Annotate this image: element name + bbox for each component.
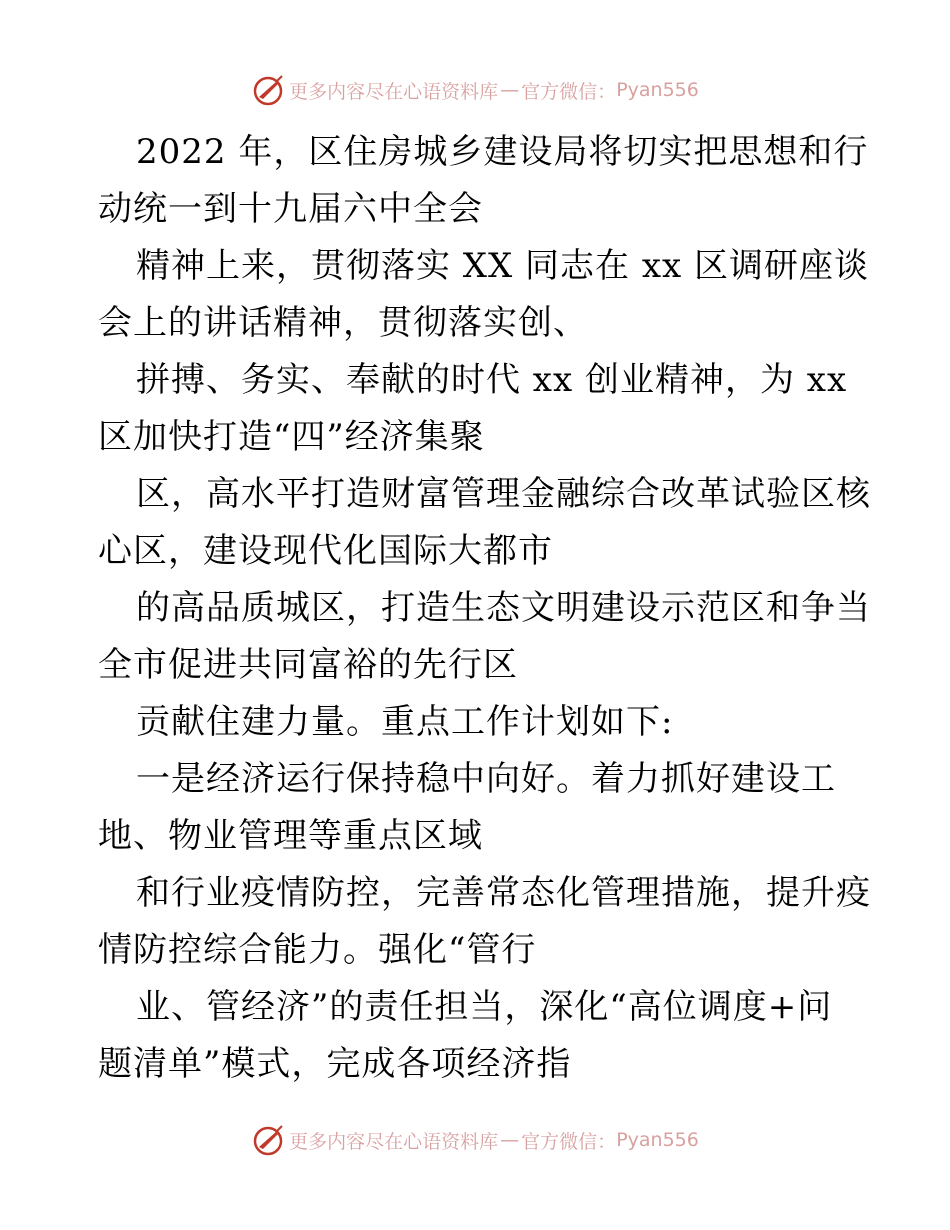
body-line: 贡献住建力量。重点工作计划如下:	[136, 702, 674, 742]
body-line: 的高品质城区，打造生态文明建设示范区和争当	[136, 588, 871, 628]
body-line: 地、物业管理等重点区域	[98, 816, 483, 856]
body-line: 一是经济运行保持稳中向好。着力抓好建设工	[136, 759, 836, 799]
body-line: 拼搏、务实、奉献的时代 xx 创业精神，为 xx	[136, 360, 848, 400]
watermark-contact: 官方微信：	[521, 80, 617, 103]
body-line: 心区，建设现代化国际大都市	[98, 531, 553, 571]
watermark-title: 更多内容尽在心语资料库	[289, 80, 499, 103]
quill-logo-icon	[251, 73, 285, 107]
watermark-footer	[0, 1120, 950, 1160]
body-line: 区加快打造“四”经济集聚	[98, 417, 485, 457]
watermark-contact: 官方微信：	[521, 1130, 617, 1153]
body-line: 业、管经济”的责任担当，深化“高位调度+问	[136, 987, 833, 1027]
watermark-wechat-id: Pyan556	[616, 79, 699, 101]
watermark-title: 更多内容尽在心语资料库	[289, 1130, 499, 1153]
quill-logo-icon	[251, 1123, 285, 1157]
body-line: 和行业疫情防控，完善常态化管理措施，提升疫	[136, 873, 871, 913]
body-line: 情防控综合能力。强化“管行	[98, 930, 537, 970]
body-line: 精神上来，贯彻落实 XX 同志在 xx 区调研座谈	[136, 246, 869, 286]
body-line: 会上的讲话精神，贯彻落实创、	[98, 303, 588, 343]
watermark-header	[0, 70, 950, 110]
watermark-separator: —	[500, 1129, 520, 1151]
body-line: 区，高水平打造财富管理金融综合改革试验区核	[136, 474, 871, 514]
body-line: 全市促进共同富裕的先行区	[98, 645, 518, 685]
document-body	[98, 124, 871, 1093]
watermark-wechat-id: Pyan556	[616, 1129, 699, 1151]
body-line: 动统一到十九届六中全会	[98, 189, 483, 229]
body-line: 题清单”模式，完成各项经济指	[98, 1044, 572, 1084]
watermark-separator: —	[500, 79, 520, 101]
body-line: 2022 年，区住房城乡建设局将切实把思想和行	[136, 132, 869, 172]
